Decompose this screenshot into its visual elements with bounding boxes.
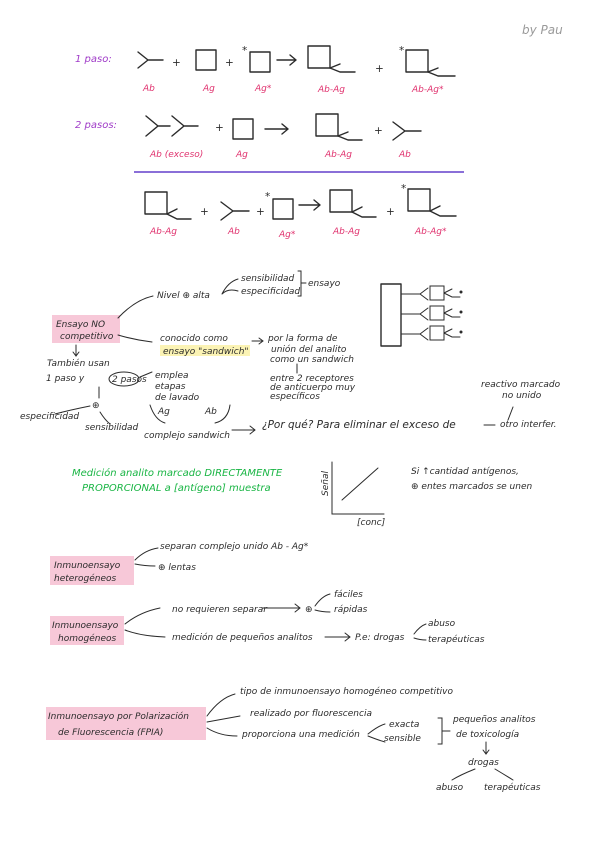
signature: by Pau <box>522 23 563 37</box>
arrow-icon <box>277 55 296 65</box>
svg-text:de Fluorescencia (FPIA): de Fluorescencia (FPIA) <box>58 728 164 738</box>
svg-text:sensibilidad: sensibilidad <box>241 274 295 284</box>
antigen-icon <box>196 50 216 70</box>
svg-text:Ab-Ag*: Ab-Ag* <box>415 227 447 237</box>
svg-text:*: * <box>242 45 248 57</box>
step1-ab: Ab <box>143 84 155 94</box>
svg-text:emplea: emplea <box>155 371 189 381</box>
svg-text:Inmunoensayo: Inmunoensayo <box>52 621 119 631</box>
svg-text:separan complejo unido Ab - Ag: separan complejo unido Ab - Ag* <box>160 542 309 552</box>
svg-text:heterogéneos: heterogéneos <box>54 574 117 584</box>
heterogeneos-section <box>50 542 309 585</box>
svg-text:unión del analito: unión del analito <box>271 345 347 355</box>
antibody-icon <box>138 52 163 68</box>
step1-equation <box>75 45 455 95</box>
svg-text:*: * <box>399 45 405 57</box>
step1-label: 1 paso: <box>75 54 112 65</box>
svg-text:complejo sandwich: complejo sandwich <box>144 431 230 441</box>
step1-ag-star: Ag* <box>255 84 272 94</box>
svg-text:como un sandwich: como un sandwich <box>270 355 354 365</box>
svg-text:de anticuerpo muy: de anticuerpo muy <box>270 383 356 393</box>
svg-text:2 pasos: 2 pasos <box>112 375 147 385</box>
svg-text:drogas: drogas <box>468 758 499 768</box>
svg-text:Ab: Ab <box>205 407 217 417</box>
svg-text:+: + <box>256 206 265 218</box>
step2-ab-exceso: Ab (exceso) <box>150 150 204 160</box>
svg-text:otro interfer.: otro interfer. <box>500 420 557 430</box>
fpia-section <box>46 686 541 793</box>
svg-text:Señal: Señal <box>321 471 331 496</box>
svg-text:competitivo: competitivo <box>60 332 114 342</box>
svg-text:Ab-Ag: Ab-Ag <box>333 227 360 237</box>
labeled-antigen-icon <box>250 52 270 72</box>
svg-text:Ag*: Ag* <box>279 230 296 240</box>
svg-text:⊕: ⊕ <box>92 401 100 411</box>
svg-text:+: + <box>215 122 224 134</box>
signal-graph <box>321 462 386 528</box>
svg-text:⊕: ⊕ <box>305 605 313 615</box>
svg-text:tipo de inmunoensayo homogéneo: tipo de inmunoensayo homogéneo competitivo <box>240 687 453 697</box>
sandwich-plate-diagram <box>381 284 463 346</box>
step1-ab-ag: Ab-Ag <box>318 85 345 95</box>
svg-text:proporciona una medición: proporciona una medición <box>242 730 360 740</box>
svg-text:ensayo: ensayo <box>308 279 341 289</box>
homogeneos-section <box>50 590 485 645</box>
svg-text:Ab-Ag: Ab-Ag <box>150 227 177 237</box>
step2-ag: Ag <box>236 150 248 160</box>
svg-text:1 paso y: 1 paso y <box>46 374 85 384</box>
svg-text:+: + <box>375 63 384 75</box>
svg-text:homogéneos: homogéneos <box>58 634 117 644</box>
svg-text:+: + <box>374 125 383 137</box>
mindmap-root-1: Ensayo NO <box>56 320 106 330</box>
svg-text:PROPORCIONAL a [antígeno] mues: PROPORCIONAL a [antígeno] muestra <box>82 483 271 494</box>
svg-text:abuso: abuso <box>436 783 464 793</box>
step2-label: 2 pasos: <box>75 120 117 131</box>
svg-text:También usan: También usan <box>47 359 110 369</box>
svg-text:no requieren separar: no requieren separar <box>172 605 267 615</box>
svg-text:medición de pequeños analitos: medición de pequeños analitos <box>172 633 313 643</box>
svg-text:Si ↑cantidad antígenos,: Si ↑cantidad antígenos, <box>411 467 519 477</box>
svg-text:ensayo "sandwich": ensayo "sandwich" <box>163 347 249 357</box>
svg-text:sensible: sensible <box>384 734 421 744</box>
step2-second-line <box>145 183 456 240</box>
svg-text:+: + <box>225 57 234 69</box>
svg-text:reactivo marcado: reactivo marcado <box>481 380 561 390</box>
svg-text:terapéuticas: terapéuticas <box>484 783 541 793</box>
mindmap-no-competitivo <box>20 271 561 528</box>
svg-text:Nivel ⊕ alta: Nivel ⊕ alta <box>157 291 210 301</box>
svg-text:exacta: exacta <box>389 720 420 730</box>
svg-text:por la forma de: por la forma de <box>268 334 338 344</box>
svg-text:especificidad: especificidad <box>241 287 301 297</box>
svg-text:Medición analito marcado DIREC: Medición analito marcado DIRECTAMENTE <box>72 468 283 479</box>
svg-text:¿Por qué? Para eliminar el exc: ¿Por qué? Para eliminar el exceso de <box>262 419 456 431</box>
svg-text:⊕ lentas: ⊕ lentas <box>158 563 196 573</box>
svg-text:especificidad: especificidad <box>20 412 80 422</box>
svg-text:etapas: etapas <box>155 382 186 392</box>
step1-ab-ag-star: Ab-Ag* <box>412 85 444 95</box>
svg-text:[conc]: [conc] <box>357 518 386 528</box>
svg-text:pequeños analitos: pequeños analitos <box>453 715 536 725</box>
svg-text:Ag: Ag <box>158 407 170 417</box>
svg-text:sensibilidad: sensibilidad <box>85 423 139 433</box>
svg-text:no unido: no unido <box>502 391 542 401</box>
svg-text:⊕ entes marcados se unen: ⊕ entes marcados se unen <box>411 482 533 492</box>
svg-text:abuso: abuso <box>428 619 456 629</box>
svg-text:Ab: Ab <box>228 227 240 237</box>
svg-text:rápidas: rápidas <box>334 605 368 615</box>
svg-text:Inmunoensayo por Polarización: Inmunoensayo por Polarización <box>48 712 190 722</box>
svg-text:de lavado: de lavado <box>155 393 200 403</box>
step2-equation <box>75 114 421 160</box>
svg-text:+: + <box>200 206 209 218</box>
svg-text:conocido como: conocido como <box>160 334 228 344</box>
svg-text:P.e: drogas: P.e: drogas <box>355 633 405 643</box>
svg-text:+: + <box>386 206 395 218</box>
svg-text:específicos: específicos <box>270 392 320 402</box>
svg-text:de toxicología: de toxicología <box>456 730 520 740</box>
step2-ab-ag: Ab-Ag <box>325 150 352 160</box>
step1-ag: Ag <box>203 84 215 94</box>
svg-text:*: * <box>401 183 407 195</box>
svg-text:fáciles: fáciles <box>334 590 363 600</box>
svg-text:+: + <box>172 57 181 69</box>
svg-text:Inmunoensayo: Inmunoensayo <box>54 561 121 571</box>
step2-ab: Ab <box>399 150 411 160</box>
svg-text:entre 2 receptores: entre 2 receptores <box>270 374 354 384</box>
svg-text:realizado por fluorescencia: realizado por fluorescencia <box>250 709 372 719</box>
svg-text:*: * <box>265 191 271 203</box>
svg-text:terapéuticas: terapéuticas <box>428 635 485 645</box>
